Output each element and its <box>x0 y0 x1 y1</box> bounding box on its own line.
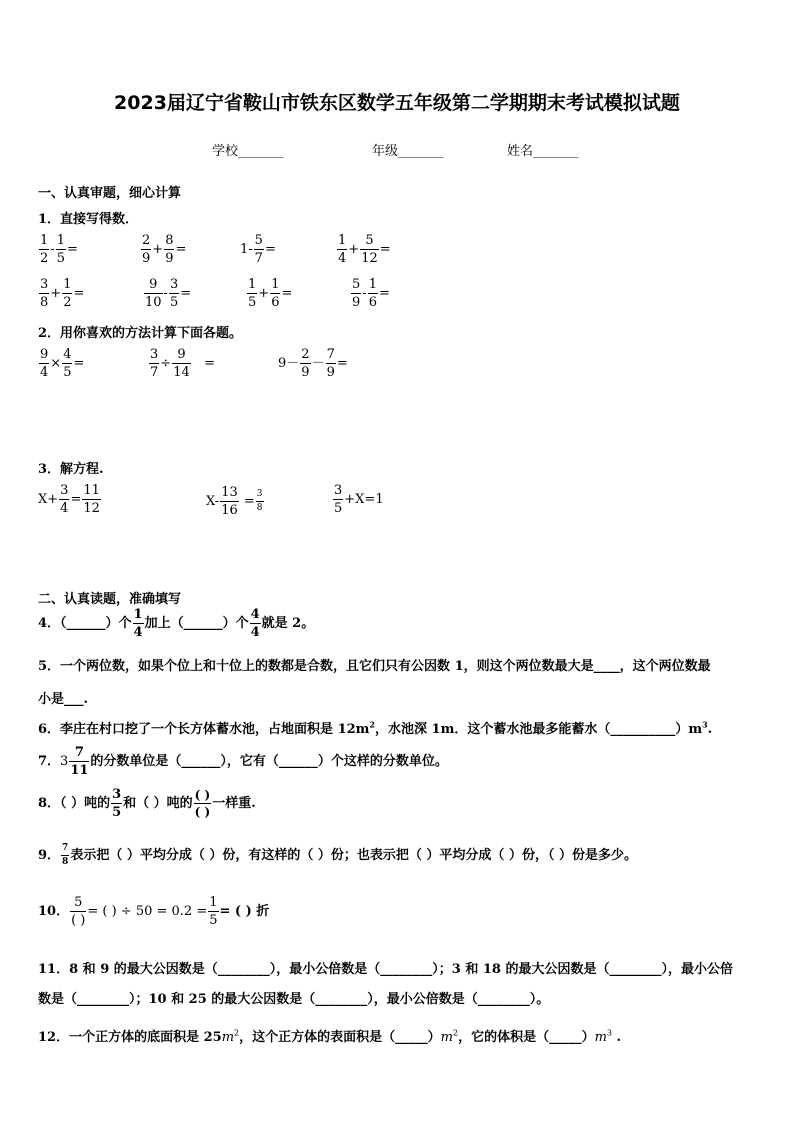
denominator: 2 <box>63 295 72 310</box>
grade-field[interactable]: 年级_______ <box>372 144 444 159</box>
q8-part2: 和（ ）吨的 <box>123 796 193 811</box>
operator: - <box>163 286 168 301</box>
q12-part1: 12．一个正方体的底面积是 25 <box>38 1030 222 1045</box>
q2-expr1 <box>38 348 84 379</box>
name-field[interactable]: 姓名_______ <box>507 144 579 159</box>
numerator: 8 <box>165 233 174 248</box>
operator: - <box>362 286 367 301</box>
equals: = <box>379 242 391 257</box>
denominator: 5 <box>248 295 257 310</box>
denominator: 8 <box>256 503 263 513</box>
denominator: 7 <box>150 365 159 380</box>
q6-part2: ，水池深 1m．这个蓄水池最多能蓄水（__________）m <box>375 722 703 737</box>
denominator: 7 <box>254 251 263 266</box>
numerator: 3 <box>256 490 264 502</box>
numerator: 7 <box>326 347 335 362</box>
q9-part2: 表示把（ ）平均分成（ ）份，有这样的（ ）份；也表示把（ ）平均分成（ ）份，（ ）份是多少。 <box>70 848 637 863</box>
numerator: 1 <box>56 233 65 248</box>
equals: = <box>73 286 85 301</box>
denominator: 9 <box>326 365 335 380</box>
equals: = <box>243 494 255 509</box>
numerator: 13 <box>221 485 238 500</box>
denominator: 10 <box>145 295 162 310</box>
numerator: 1 <box>133 607 143 622</box>
equals: = <box>175 242 187 257</box>
denominator: 4 <box>338 251 347 266</box>
denominator: 6 <box>368 295 377 310</box>
denominator: 4 <box>133 625 143 640</box>
equals: = <box>336 356 348 371</box>
q1-row2-item4 <box>350 278 390 309</box>
denominator: 5 <box>334 501 343 516</box>
numerator: 5 <box>360 234 379 250</box>
q1-row1-item4 <box>336 234 391 265</box>
q4-part1: 4．（______）个 <box>38 616 132 631</box>
numerator: 2 <box>142 233 151 248</box>
prefix: 9－ <box>278 356 300 371</box>
suffix: +X=1 <box>344 492 384 507</box>
numerator: 2 <box>301 347 310 362</box>
denominator: 8 <box>62 857 69 867</box>
numerator: ( ) <box>194 788 211 802</box>
q2-expr3 <box>278 348 348 379</box>
q1-label: 1．直接写得数． <box>38 212 139 227</box>
q1-row2-item1 <box>38 278 84 309</box>
q2-label: 2．用你喜欢的方法计算下面各题。 <box>38 326 243 341</box>
unit-m: m <box>594 1030 607 1045</box>
q1-row2-item2 <box>143 278 191 309</box>
numerator: 1 <box>209 895 218 910</box>
numerator: 5 <box>352 277 361 292</box>
q1-row2-item3 <box>246 278 292 309</box>
numerator: 11 <box>83 483 100 498</box>
denominator: 5 <box>112 805 122 820</box>
q4-part3: 就是 2。 <box>261 616 315 631</box>
section1-heading: 一、认真审题，细心计算 <box>38 186 182 201</box>
numerator: 3 <box>334 483 343 498</box>
q6-part3: . <box>707 722 713 737</box>
equals: = <box>70 492 82 507</box>
q3-eq1 <box>38 484 102 515</box>
q6 <box>38 718 712 737</box>
q1-row1-item1 <box>38 234 78 265</box>
equals: = <box>281 286 293 301</box>
numerator: 1 <box>63 277 72 292</box>
section2-heading: 二、认真读题，准确填写 <box>38 592 182 607</box>
numerator: 3 <box>150 347 159 362</box>
denominator: 5 <box>56 251 65 266</box>
unit-m: m <box>221 1030 235 1045</box>
denominator: 16 <box>221 503 238 518</box>
q2-expr2 <box>148 348 215 379</box>
numerator: 3 <box>112 787 122 802</box>
denominator: 4 <box>250 625 260 640</box>
denominator: 12 <box>361 251 378 266</box>
q7 <box>38 746 448 777</box>
q10 <box>38 896 269 927</box>
numerator: 1 <box>40 233 49 248</box>
q6-sup2: 3 <box>702 719 708 730</box>
denominator: 5 <box>63 365 72 380</box>
q12-sup1: 2 <box>234 1028 240 1038</box>
numerator: 5 <box>70 896 86 912</box>
denominator: 4 <box>60 501 69 516</box>
q6-part1: 6．李庄在村口挖了一个长方体蓄水池，占地面积是 12m <box>38 722 370 737</box>
q12 <box>38 1026 621 1045</box>
unit-m: m <box>440 1030 453 1045</box>
operator: - <box>50 242 55 257</box>
page-title: 2023届辽宁省鞍山市铁东区数学五年级第二学期期末考试模拟试题 <box>114 92 680 114</box>
numerator: 7 <box>69 746 89 762</box>
q10-part2: = ( ) ÷ 50 = 0.2 = <box>87 904 208 919</box>
numerator: 1 <box>338 233 347 248</box>
operator: ÷ <box>160 356 172 371</box>
numerator: 9 <box>172 348 191 364</box>
q9 <box>38 844 637 867</box>
q12-part4: . <box>612 1030 622 1045</box>
numerator: 9 <box>144 278 163 294</box>
numerator: 9 <box>40 347 49 362</box>
q6-sup1: 2 <box>369 719 375 730</box>
q12-part3: ，它的体积是（_____） <box>458 1030 595 1045</box>
q1-row1-item3 <box>240 234 276 265</box>
operator: + <box>50 286 62 301</box>
denominator: ( ) <box>194 805 211 819</box>
q11-line1: 11．8 和 9 的最大公因数是（________），最小公倍数是（________）；3 和 18 的最大公因数是（________），最小公倍 <box>38 962 733 977</box>
denominator: 9 <box>142 251 151 266</box>
operator: × <box>50 356 62 371</box>
q8-part3: 一样重. <box>212 796 256 811</box>
q8-part1: 8．（ ）吨的 <box>38 796 111 811</box>
prefix: X- <box>206 494 220 509</box>
equals: = <box>378 286 390 301</box>
denominator: 4 <box>40 365 49 380</box>
prefix: X+ <box>38 492 59 507</box>
q10-part1: 10． <box>38 904 70 919</box>
q3-eq2 <box>206 486 265 517</box>
prefix: 1- <box>240 242 253 257</box>
numerator: 4 <box>63 347 72 362</box>
q11-line2: 数是（________）；10 和 25 的最大公因数是（________），最小公倍数是（________）。 <box>38 992 550 1007</box>
denominator: 6 <box>271 295 280 310</box>
numerator: 3 <box>60 483 69 498</box>
denominator: 9 <box>352 295 361 310</box>
school-field[interactable]: 学校_______ <box>212 144 284 159</box>
operator: － <box>311 356 325 371</box>
q12-sup2: 2 <box>452 1028 459 1038</box>
numerator: 3 <box>169 277 179 292</box>
q7-part1: 7． <box>38 754 61 769</box>
operator: + <box>152 242 164 257</box>
q7-part2: 的分数单位是（______），它有（______）个这样的分数单位。 <box>90 754 448 769</box>
q7-whole: 3 <box>60 754 69 769</box>
q5-line2: 小是___. <box>38 692 89 707</box>
denominator: 9 <box>165 251 174 266</box>
q4-part2: 加上（______）个 <box>144 616 249 631</box>
denominator: 11 <box>70 763 89 778</box>
q3-eq3 <box>332 484 384 515</box>
q8 <box>38 788 256 819</box>
q12-sup3: 3 <box>606 1028 613 1038</box>
q12-part2: ，这个正方体的表面积是（_____） <box>239 1030 441 1045</box>
numerator: 3 <box>40 277 49 292</box>
equals: = <box>73 356 85 371</box>
denominator: 8 <box>40 295 49 310</box>
numerator: 1 <box>248 277 257 292</box>
operator: + <box>348 242 360 257</box>
equals: = <box>264 242 276 257</box>
numerator: 4 <box>250 607 260 622</box>
q9-part1: 9． <box>38 848 61 863</box>
denominator: 14 <box>173 365 190 380</box>
numerator: 5 <box>254 233 263 248</box>
numerator: 7 <box>61 844 69 856</box>
numerator: 1 <box>271 277 280 292</box>
operator: + <box>258 286 270 301</box>
denominator: 5 <box>169 295 179 310</box>
equals: = <box>180 286 192 301</box>
q10-part3: = ( ) 折 <box>219 904 270 919</box>
denominator: 9 <box>301 365 310 380</box>
denominator: ( ) <box>71 913 86 928</box>
q3-label: 3．解方程. <box>38 462 104 477</box>
denominator: 5 <box>209 913 218 928</box>
equals: = <box>204 356 216 371</box>
q1-row1-item2 <box>140 234 186 265</box>
q5-line1: 5．一个两位数，如果个位上和十位上的数都是合数，且它们只有公因数 1，则这个两位数最大是____，这个两位数最 <box>38 659 711 674</box>
equals: = <box>66 242 78 257</box>
q4 <box>38 608 314 639</box>
denominator: 2 <box>40 251 49 266</box>
numerator: 1 <box>368 277 377 292</box>
denominator: 12 <box>83 501 100 516</box>
